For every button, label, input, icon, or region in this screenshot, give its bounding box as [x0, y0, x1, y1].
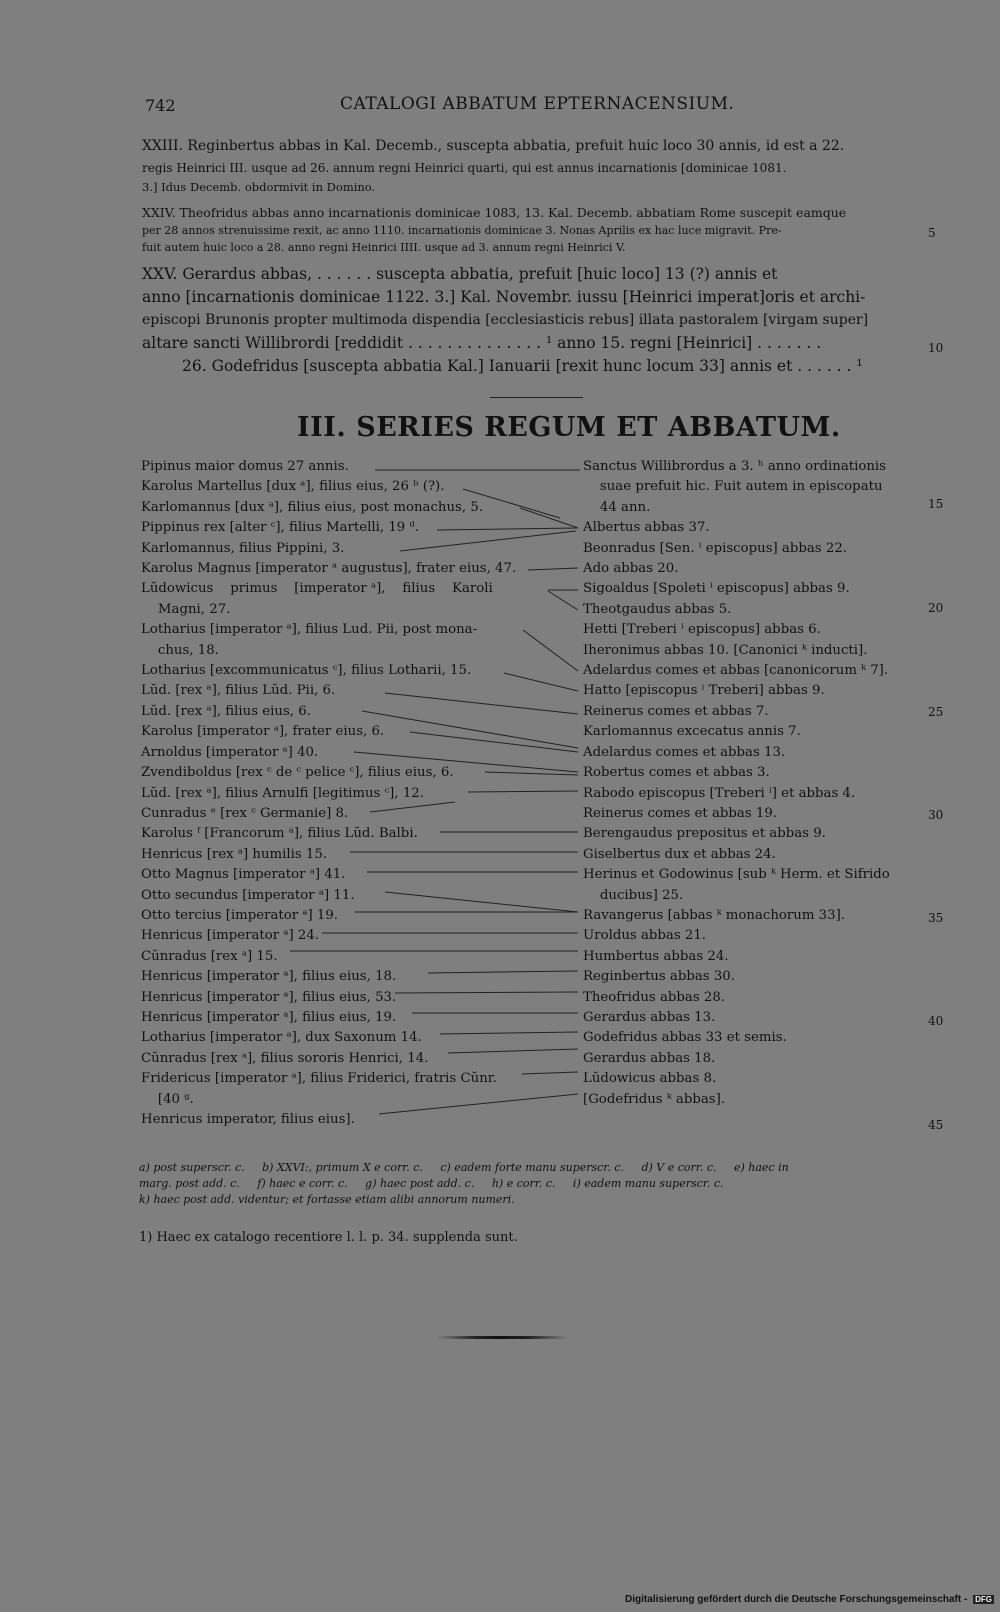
rex-entry: Lŭd. [rex ᵃ], filius Lŭd. Pii, 6.: [141, 683, 336, 699]
abbas-entry: 44 ann.: [583, 499, 651, 515]
rex-entry: Lŭd. [rex ᵃ], filius eius, 6.: [141, 703, 311, 719]
line-number: 35: [928, 911, 944, 925]
abbas-entry: Herinus et Godowinus [sub ᵏ Herm. et Sifrido: [583, 867, 890, 883]
line-number: 30: [928, 808, 944, 822]
line-number: 20: [928, 601, 944, 615]
abbas-entry: Reinerus comes et abbas 7.: [583, 703, 769, 719]
rex-entry: Karolus Magnus [imperator ᵃ augustus], frater eius, 47.: [141, 561, 517, 577]
entry-line: XXIV. Theofridus abbas anno incarnationis dominicae 1083, 13. Kal. Decemb. abbatiam Rome suscepit eamque: [142, 205, 847, 220]
entry-line: episcopi Brunonis propter multimoda dispendia [ecclesiasticis rebus] illata pastoralem [virgam super]: [142, 312, 869, 328]
rex-entry: Henricus [imperator ᵃ], filius eius, 18.: [141, 969, 397, 985]
page-number: 742: [145, 96, 176, 115]
rex-entry: Henricus imperator, filius eius].: [141, 1112, 355, 1127]
rex-entry: Cŭnradus [rex ᵃ], filius sororis Henrici, 14.: [141, 1050, 429, 1066]
abbas-entry: Gerardus abbas 13.: [583, 1009, 716, 1025]
line-number: 45: [928, 1118, 944, 1132]
line-number: 10: [928, 341, 944, 355]
entry-line: per 28 annos strenuissime rexit, ac anno 1110. incarnationis dominicae 3. Nonas Aprilis ex hac luce migravit. Pre-: [142, 224, 782, 237]
rex-entry: Karolus ᶠ [Francorum ᵃ], filius Lŭd. Balbi.: [141, 826, 418, 842]
abbas-entry: Adelardus comes et abbas [canonicorum ᵏ 7].: [583, 663, 889, 679]
rex-entry: Lotharius [excommunicatus ᶜ], filius Lotharii, 15.: [141, 663, 472, 679]
abbas-entry: Berengaudus prepositus et abbas 9.: [583, 826, 826, 842]
abbas-entry: Gerardus abbas 18.: [583, 1050, 716, 1066]
line-number: 40: [928, 1014, 944, 1028]
rex-entry: Karolus [imperator ᵃ], frater eius, 6.: [141, 724, 385, 740]
abbas-entry: Theotgaudus abbas 5.: [583, 601, 732, 617]
rex-entry: Lotharius [imperator ᵃ], dux Saxonum 14.: [141, 1030, 422, 1046]
abbas-entry: Lŭdowicus abbas 8.: [583, 1071, 717, 1087]
rex-entry: Pippinus rex [alter ᶜ], filius Martelli, 19 ᵈ.: [141, 520, 420, 536]
abbas-entry: Giselbertus dux et abbas 24.: [583, 846, 776, 862]
rex-entry: Henricus [imperator ᵃ], filius eius, 53.: [141, 989, 397, 1005]
letter-footnotes: [139, 1160, 789, 1208]
abbas-entry: suae prefuit hic. Fuit autem in episcopatu: [583, 479, 883, 495]
entry-line: anno [incarnationis dominicae 1122. 3.] Kal. Novembr. iussu [Heinrici imperat]oris et archi-: [142, 288, 866, 306]
rex-entry: Henricus [imperator ᵃ], filius eius, 19.: [141, 1009, 397, 1025]
rex-entry: Fridericus [imperator ᵃ], filius Friderici, fratris Cŭnr.: [141, 1071, 497, 1087]
rex-entry: Cŭnradus [rex ᵃ] 15.: [141, 948, 278, 964]
abbas-entry: Beonradus [Sen. ⁱ episcopus] abbas 22.: [583, 540, 848, 556]
entry-line: fuit autem huic loco a 28. anno regni Heinrici IIII. usque ad 3. annum regni Heinrici V.: [142, 241, 626, 254]
abbas-entry: Iheronimus abbas 10. [Canonici ᵏ inducti].: [583, 642, 868, 658]
line-number: 25: [928, 705, 944, 719]
abbas-entry: Reginbertus abbas 30.: [583, 969, 735, 985]
section-title: III. SERIES REGUM ET ABBATUM.: [297, 412, 841, 443]
entry-line: XXV. Gerardus abbas, . . . . . . suscepta abbatia, prefuit [huic loco] 13 (?) annis et: [142, 265, 778, 283]
rex-entry: Arnoldus [imperator ᵃ] 40.: [141, 744, 319, 760]
rex-entry: Karlomannus [dux ᵃ], filius eius, post monachus, 5.: [141, 499, 484, 515]
rex-entry: Otto tercius [imperator ᵃ] 19.: [141, 907, 339, 923]
abbas-entry: Ado abbas 20.: [583, 561, 679, 577]
rex-entry: Pipinus maior domus 27 annis.: [141, 459, 349, 474]
abbas-entry: Hetti [Treberi ⁱ episcopus] abbas 6.: [583, 622, 821, 638]
abbas-entry: Uroldus abbas 21.: [583, 928, 707, 944]
dfg-logo: DFG: [975, 1595, 992, 1604]
abbas-entry: Ravangerus [abbas ᵏ monachorum 33].: [583, 907, 846, 923]
footnote-line: a) post superscr. c. b) XXVI:, primum X e corr. c. c) eadem forte manu superscr. c. d) V e corr. c. e) haec in: [139, 1161, 789, 1174]
rex-entry: [40 ᵍ.: [141, 1091, 194, 1107]
abbates-column: [583, 457, 890, 1110]
rex-entry: Cunradus ᵉ [rex ᶜ Germanie] 8.: [141, 805, 349, 821]
rex-entry: Magni, 27.: [141, 601, 231, 617]
entry-line: 3.] Idus Decemb. obdormivit in Domino.: [142, 180, 376, 194]
entry-line: regis Heinrici III. usque ad 26. annum regni Heinrici quarti, qui est annus incarnationis [dominicae 1081.: [142, 161, 787, 175]
running-title: CATALOGI ABBATUM EPTERNACENSIUM.: [340, 94, 735, 114]
abbas-entry: Sanctus Willibrordus a 3. ʰ anno ordinationis: [583, 459, 886, 474]
entry-line: 26. Godefridus [suscepta abbatia Kal.] Ianuarii [rexit hunc locum 33] annis et . . . . . . ¹: [182, 357, 863, 375]
rex-entry: Henricus [rex ᵃ] humilis 15.: [141, 846, 328, 862]
line-number: 5: [928, 226, 936, 240]
entry-line: XXIII. Reginbertus abbas in Kal. Decemb., suscepta abbatia, prefuit huic loco 30 annis, id est a 22.: [142, 138, 845, 154]
abbas-entry: Rabodo episcopus [Treberi ⁱ] et abbas 4.: [583, 785, 856, 801]
abbas-entry: Hatto [episcopus ⁱ Treberi] abbas 9.: [583, 683, 825, 699]
abbas-entry: Adelardus comes et abbas 13.: [583, 744, 786, 760]
footnote-line: k) haec post add. videntur; et fortasse etiam alibi annorum numeri.: [139, 1193, 515, 1206]
abbas-entry: Humbertus abbas 24.: [583, 948, 729, 964]
entry-line: altare sancti Willibrordi [reddidit . . . . . . . . . . . . . . ¹ anno 15. regni [Heinrici] . . . . . . .: [142, 334, 822, 352]
rex-entry: Karlomannus, filius Pippini, 3.: [141, 540, 345, 556]
abbas-entry: Theofridus abbas 28.: [583, 989, 726, 1005]
rex-entry: Zvendiboldus [rex ᶜ de ᶜ pelice ᶜ], filius eius, 6.: [141, 765, 454, 781]
abbas-entry: Godefridus abbas 33 et semis.: [583, 1030, 787, 1046]
closing-ornament: [437, 1336, 567, 1339]
footnote-line: marg. post add. c. f) haec e corr. c. g) haec post add. c. h) e corr. c. i) eadem manu superscr. c.: [139, 1177, 724, 1190]
abbas-entry: Sigoaldus [Spoleti ⁱ episcopus] abbas 9.: [583, 581, 850, 597]
abbas-entry: Albertus abbas 37.: [583, 520, 710, 536]
credit-text: Digitalisierung gefördert durch die Deutsche Forschungsgemeinschaft -: [625, 1594, 968, 1605]
rex-entry: chus, 18.: [141, 642, 219, 658]
rex-entry: Lŭdowicus primus [imperator ᵃ], filius Karoli: [141, 581, 493, 597]
abbas-entry: Reinerus comes et abbas 19.: [583, 805, 778, 821]
rex-entry: Lotharius [imperator ᵃ], filius Lud. Pii, post mona-: [141, 622, 478, 638]
abbas-entry: [Godefridus ᵏ abbas].: [583, 1091, 726, 1107]
abbas-entry: Karlomannus excecatus annis 7.: [583, 724, 801, 740]
rex-entry: Otto Magnus [imperator ᵃ] 41.: [141, 867, 346, 883]
digitization-credit: [625, 1594, 994, 1605]
reges-column: [141, 457, 516, 1130]
numbered-footnote: 1) Haec ex catalogo recentiore l. l. p. 34. supplenda sunt.: [139, 1230, 518, 1245]
abbas-entry: ducibus] 25.: [583, 887, 684, 903]
rex-entry: Lŭd. [rex ᵃ], filius Arnulfi [legitimus ᶜ], 12.: [141, 785, 424, 801]
rex-entry: Karolus Martellus [dux ᵃ], filius eius, 26 ᵇ (?).: [141, 479, 445, 495]
rex-entry: Otto secundus [imperator ᵃ] 11.: [141, 887, 355, 903]
abbas-entry: Robertus comes et abbas 3.: [583, 765, 770, 781]
rex-entry: Henricus [imperator ᵃ] 24.: [141, 928, 320, 944]
line-number: 15: [928, 497, 944, 511]
